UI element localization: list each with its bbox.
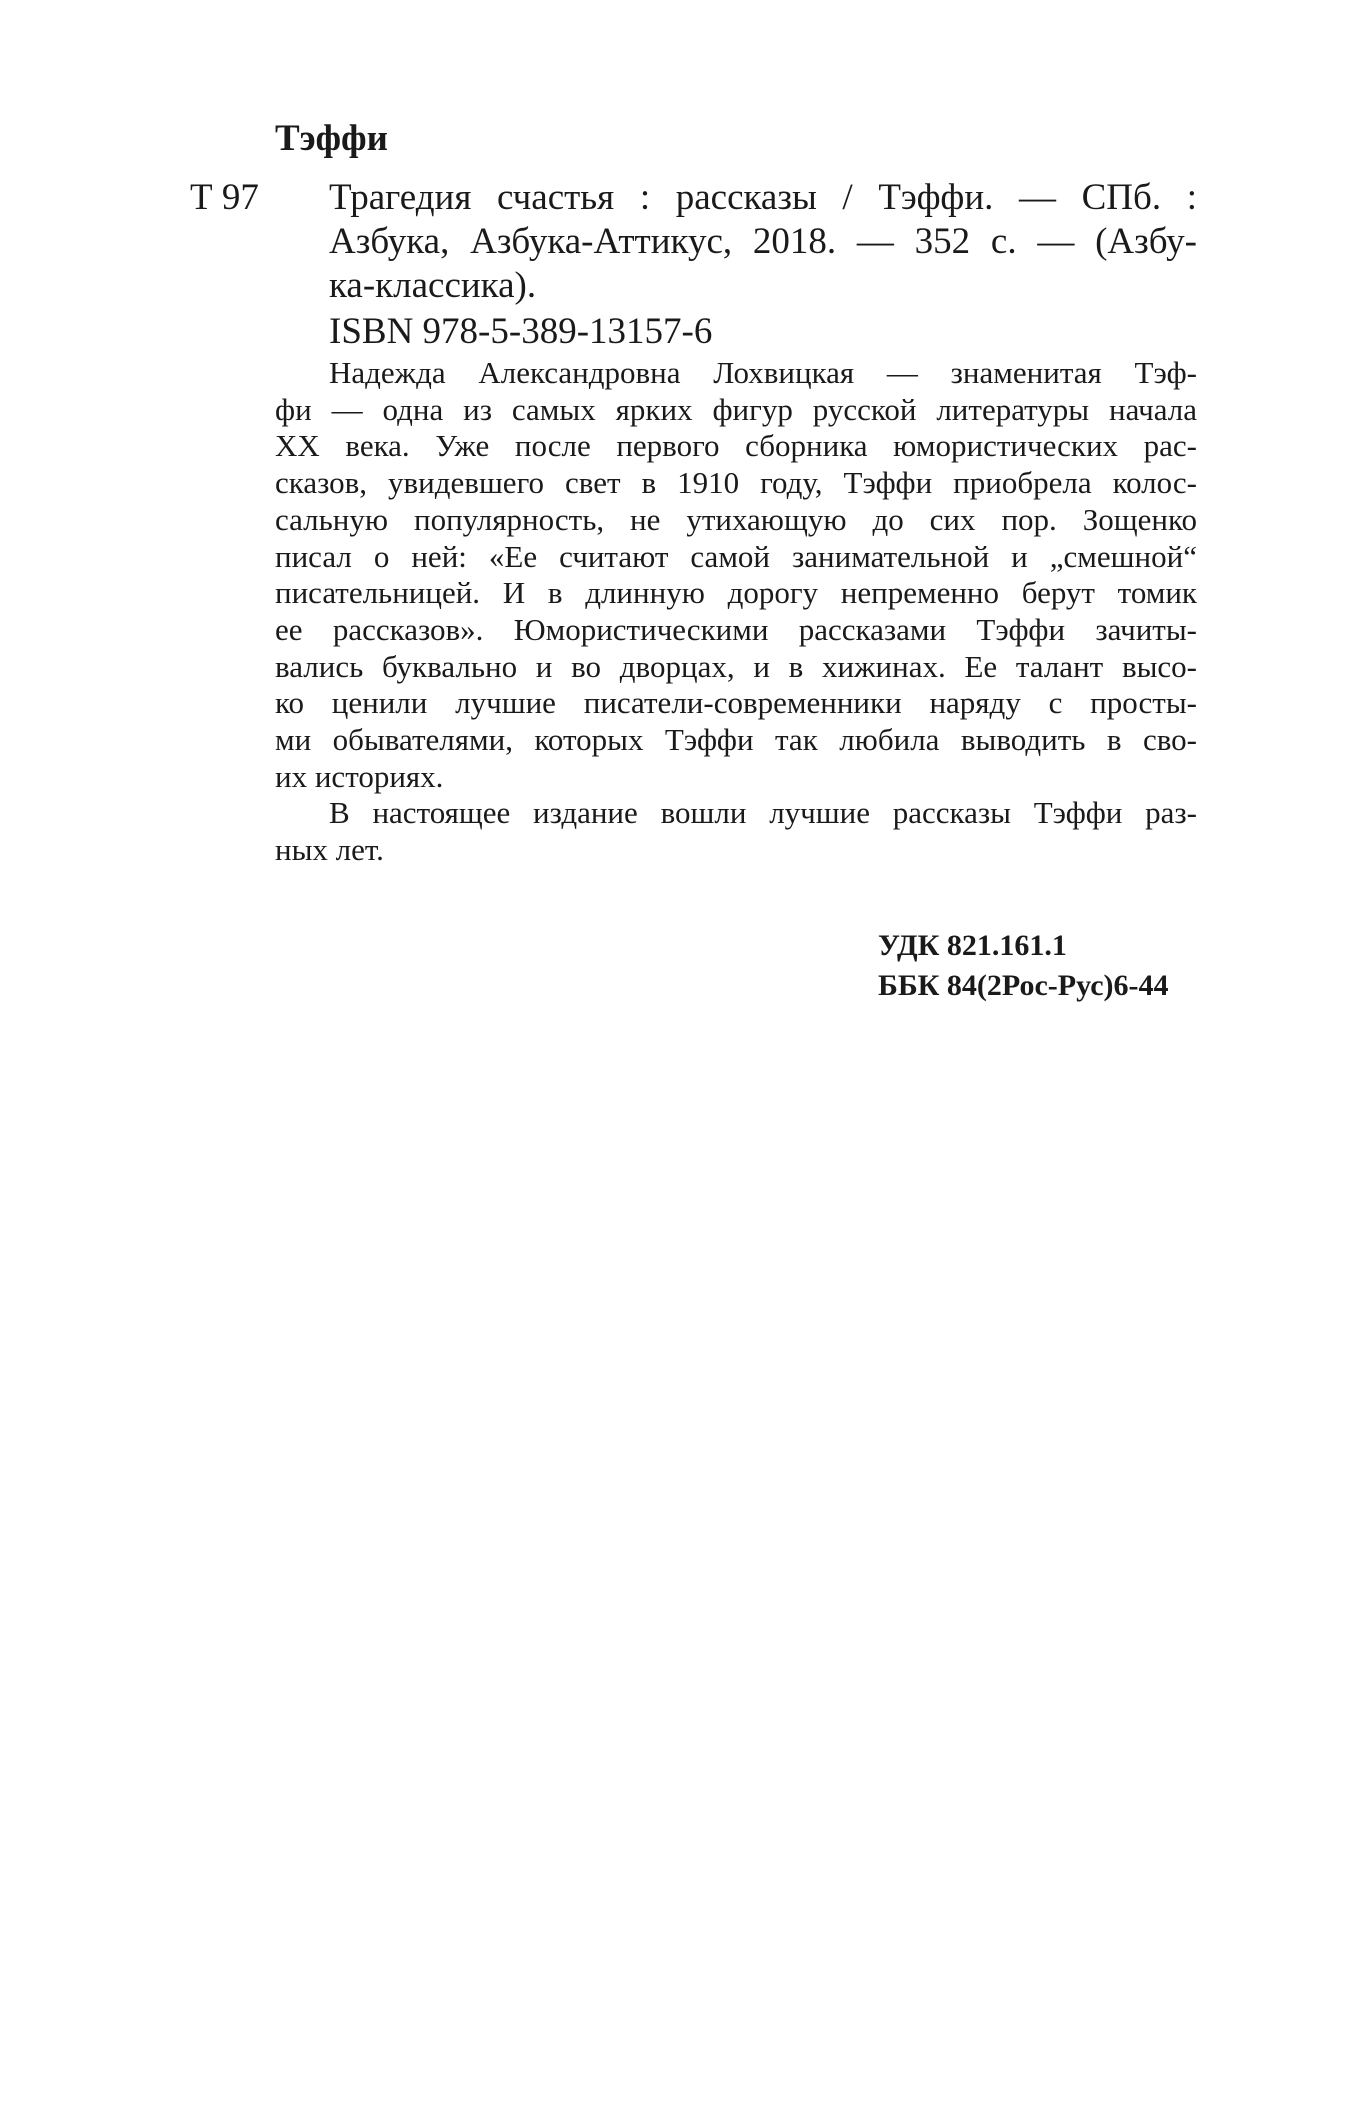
bibliographic-description — [329, 176, 1197, 308]
annotation-line: писал о ней: «Ее считают самой занимательной и „смешной“ — [275, 538, 1197, 574]
annotation-line: ее рассказов». Юмористическими рассказами Тэффи зачиты- — [275, 611, 1197, 647]
annotation-line: их историях. — [275, 758, 444, 794]
title-line: Азбука, Азбука-Аттикус, 2018. — 352 с. — (Азбу- — [329, 221, 1197, 262]
catalog-code: Т 97 — [190, 177, 259, 218]
annotation-line: вались буквально и во дворцах, и в хижинах. Ее талант высо- — [275, 648, 1197, 684]
annotation-line: ных лет. — [275, 832, 384, 868]
annotation-line: фи — одна из самых ярких фигур русской литературы начала — [275, 391, 1197, 427]
annotation-line: В настоящее издание вошли лучшие рассказы Тэффи раз- — [329, 795, 1197, 831]
annotation-line: сказов, увидевшего свет в 1910 году, Тэффи приобрела колос- — [275, 465, 1197, 501]
author-heading: Тэффи — [275, 118, 388, 159]
bbk-index: ББК 84(2Рос-Рус)6-44 — [878, 969, 1169, 1002]
annotation-line: XX века. Уже после первого сборника юмористических рас- — [275, 428, 1197, 464]
annotation-line: ко ценили лучшие писатели-современники наряду с просты- — [275, 685, 1197, 721]
title-line: ка-классика). — [329, 265, 537, 306]
annotation — [275, 355, 1197, 869]
annotation-line: писательницей. И в длинную дорогу непременно берут томик — [275, 575, 1197, 611]
udk-index: УДК 821.161.1 — [878, 929, 1067, 962]
isbn: ISBN 978-5-389-13157-6 — [329, 311, 713, 352]
classification-indexes — [878, 926, 1169, 1006]
annotation-line: сальную популярность, не утихающую до сих пор. Зощенко — [275, 501, 1197, 537]
annotation-line: ми обывателями, которых Тэффи так любила выводить в сво- — [275, 722, 1197, 758]
annotation-line: Надежда Александровна Лохвицкая — знаменитая Тэф- — [329, 355, 1197, 390]
title-line: Трагедия счастья : рассказы / Тэффи. — СПб. : — [329, 177, 1197, 218]
